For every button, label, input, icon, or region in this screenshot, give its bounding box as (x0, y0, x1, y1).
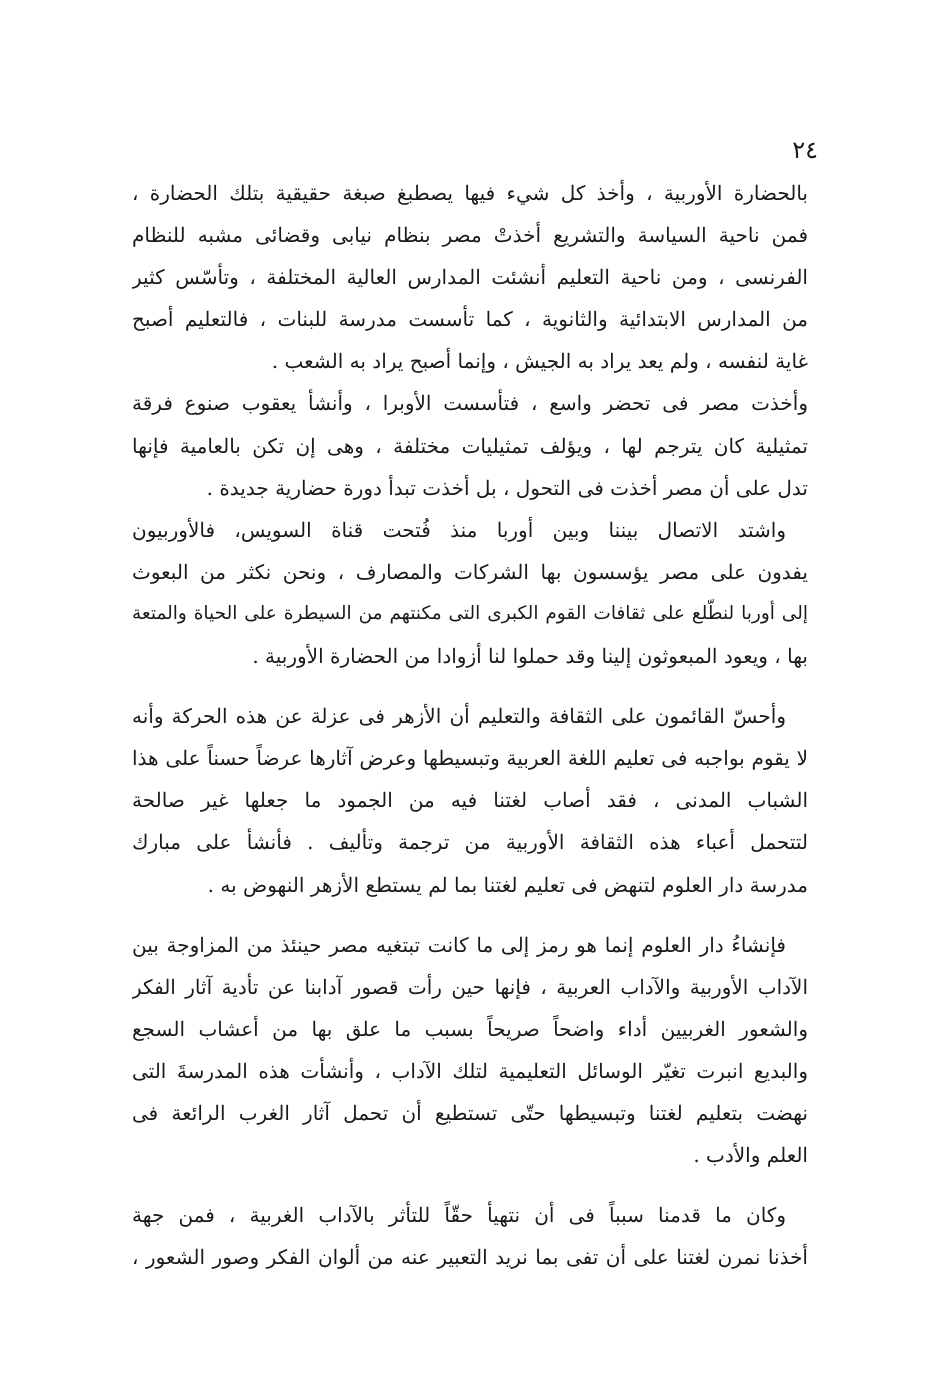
text-line: وأحسّ القائمون على الثقافة والتعليم أن الأزهر فى عزلة عن هذه الحركة وأنه (132, 704, 786, 729)
text-line: أخذنا نمرن لغتنا على أن تفى بما نريد التعبير عنه من ألوان الفكر وصور الشعور ، (132, 1245, 808, 1270)
text-line: تمثيلية كان يترجم لها ، ويؤلف تمثيليات مختلفة ، وهى إن تكن بالعامية فإنها (132, 433, 808, 458)
text-line: الشباب المدنى ، فقد أصاب لغتنا فيه من الجمود ما جعلها غير صالحة (132, 788, 808, 813)
text-line: وأخذت مصر فى تحضر واسع ، فتأسست الأوبرا ، وأنشأ يعقوب صنوع فرقة (132, 391, 808, 416)
text-line: والشعور الغربيين أداء واضحاً صريحاً بسبب ما علق بها من أعشاب السجع (132, 1016, 808, 1041)
text-line: بها ، ويعود المبعوثون إلينا وقد حملوا لنا أزوادا من الحضارة الأوربية . (252, 644, 808, 669)
paragraph (132, 172, 808, 509)
text-line: تدل على أن مصر أخذت فى التحول ، بل أخذت تبدأ دورة حضارية جديدة . (206, 475, 808, 500)
body-text (132, 172, 808, 1278)
text-line: الآداب الأوربية والآداب العربية ، فإنها حين رأت قصور آدابنا عن تأدية آثار الفكر (132, 974, 808, 999)
text-line: فمن ناحية السياسة والتشريع أخذتْ مصر بنظام نيابى وقضائى مشبه للنظام (132, 223, 808, 248)
text-line: يفدون على مصر يؤسسون بها الشركات والمصارف ، ونحن نكثر من البعوث (132, 559, 808, 584)
text-line: واشتد الاتصال بيننا وبين أوربا منذ فُتحت قناة السويس، فالأوربيون (132, 517, 786, 542)
paragraph (132, 695, 808, 905)
text-line: بالحضارة الأوربية ، وأخذ كل شيء فيها يصطبغ صبغة حقيقية بتلك الحضارة ، (132, 181, 808, 205)
text-line: لا يقوم بواجبه فى تعليم اللغة العربية وتبسيطها وعرض آثارها عرضاً حسناً على هذا (132, 746, 808, 771)
text-line: غاية لنفسه ، ولم يعد يراد به الجيش ، وإنما أصبح يراد به الشعب . (271, 349, 808, 374)
text-line: نهضت بتعليم لغتنا وتبسيطها حتّى تستطيع أن تحمل آثار الغرب الرائعة فى (132, 1100, 808, 1125)
text-line: وكان ما قدمنا سبباً فى أن نتهيأ حقّاً للتأثر بالآداب الغربية ، فمن جهة (132, 1203, 786, 1228)
text-line: العلم والأدب . (693, 1143, 808, 1168)
text-line: الفرنسى ، ومن ناحية التعليم أنشئت المدارس العالية المختلفة ، وتأسّس كثير (132, 265, 808, 290)
text-line: فإنشاءُ دار العلوم إنما هو رمز إلى ما كانت تبتغيه مصر حينئذ من المزاوجة بين (132, 932, 786, 957)
text-line: مدرسة دار العلوم لتنهض فى تعليم لغتنا بما لم يستطع الأزهر النهوض به . (207, 872, 808, 897)
paragraph (132, 509, 808, 677)
paragraph (132, 1194, 808, 1278)
text-line: لتتحمل أعباء هذه الثقافة الأوربية من ترجمة وتأليف . فأنشأ على مبارك (132, 830, 808, 855)
text-line: من المدارس الابتدائية والثانوية ، كما تأسست مدرسة للبنات ، فالتعليم أصبح (132, 307, 808, 332)
text-line: إلى أوربا لنطّلع على ثقافات القوم الكبرى التى مكنتهم من السيطرة على الحياة والمتعة (132, 602, 808, 624)
page-number: ٢٤ (792, 136, 818, 164)
text-line: والبديع انبرت تغيّر الوسائل التعليمية لتلك الآداب ، وأنشأت هذه المدرسةَ التى (132, 1058, 808, 1083)
paragraph (132, 924, 808, 1177)
